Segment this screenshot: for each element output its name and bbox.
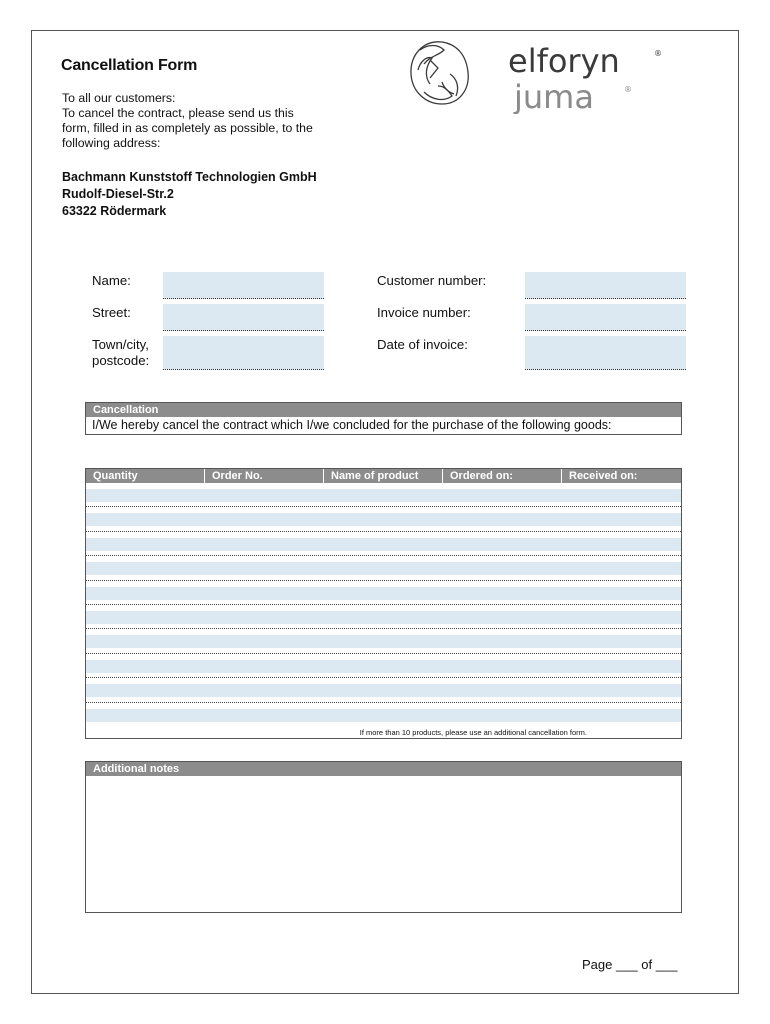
column-header-order-no: Order No. bbox=[205, 469, 324, 483]
column-header-ordered-on: Ordered on: bbox=[443, 469, 562, 483]
name-label: Name: bbox=[92, 273, 131, 288]
cancellation-statement: I/We hereby cancel the contract which I/we concluded for the purchase of the following goods: bbox=[92, 418, 612, 432]
cancellation-section bbox=[85, 402, 682, 435]
table-row[interactable] bbox=[86, 581, 681, 605]
table-row[interactable] bbox=[86, 678, 681, 702]
table-header-row bbox=[86, 469, 681, 483]
cancellation-header: Cancellation bbox=[86, 403, 681, 417]
customer-number-field[interactable] bbox=[525, 272, 686, 299]
table-row[interactable] bbox=[86, 654, 681, 678]
date-of-invoice-label: Date of invoice: bbox=[377, 337, 468, 352]
additional-notes-section bbox=[85, 761, 682, 913]
table-row[interactable] bbox=[86, 556, 681, 580]
address-line: Rudolf-Diesel-Str.2 bbox=[62, 187, 174, 201]
street-field[interactable] bbox=[163, 304, 324, 331]
address-line: Bachmann Kunststoff Technologien GmbH bbox=[62, 170, 317, 184]
page-number-line: Page ___ of ___ bbox=[582, 957, 678, 972]
invoice-number-field[interactable] bbox=[525, 304, 686, 331]
date-of-invoice-field[interactable] bbox=[525, 336, 686, 370]
logo-brand-secondary: juma bbox=[514, 78, 594, 114]
invoice-number-label: Invoice number: bbox=[377, 305, 471, 320]
column-header-received-on: Received on: bbox=[569, 470, 638, 482]
address-line: 63322 Rödermark bbox=[62, 204, 167, 218]
company-address bbox=[62, 169, 317, 220]
table-body bbox=[86, 483, 681, 727]
company-logo bbox=[404, 34, 666, 114]
column-header-product-name: Name of product bbox=[324, 469, 443, 483]
registered-mark: ® bbox=[654, 49, 662, 58]
table-row[interactable] bbox=[86, 507, 681, 531]
name-field[interactable] bbox=[163, 272, 324, 299]
goods-table bbox=[85, 468, 682, 739]
street-label: Street: bbox=[92, 305, 131, 320]
table-row[interactable] bbox=[86, 483, 681, 507]
town-postcode-field[interactable] bbox=[163, 336, 324, 370]
table-row[interactable] bbox=[86, 532, 681, 556]
table-footnote: If more than 10 products, please use an additional cancellation form. bbox=[359, 727, 587, 737]
logo-brand-primary: elforyn bbox=[508, 42, 620, 80]
column-header-quantity: Quantity bbox=[86, 469, 205, 483]
town-postcode-label: Town/city, postcode: bbox=[92, 337, 150, 368]
intro-text: To all our customers: To cancel the contract, please send us this form, filled in as completely as possible, to the following address: bbox=[62, 91, 313, 150]
additional-notes-header: Additional notes bbox=[86, 762, 681, 776]
additional-notes-area[interactable] bbox=[86, 776, 681, 910]
table-row[interactable] bbox=[86, 703, 681, 727]
registered-mark: ® bbox=[624, 85, 632, 94]
customer-number-label: Customer number: bbox=[377, 273, 487, 288]
form-title: Cancellation Form bbox=[61, 57, 198, 74]
logo-mark-icon bbox=[404, 34, 666, 114]
table-row[interactable] bbox=[86, 629, 681, 653]
table-row[interactable] bbox=[86, 605, 681, 629]
